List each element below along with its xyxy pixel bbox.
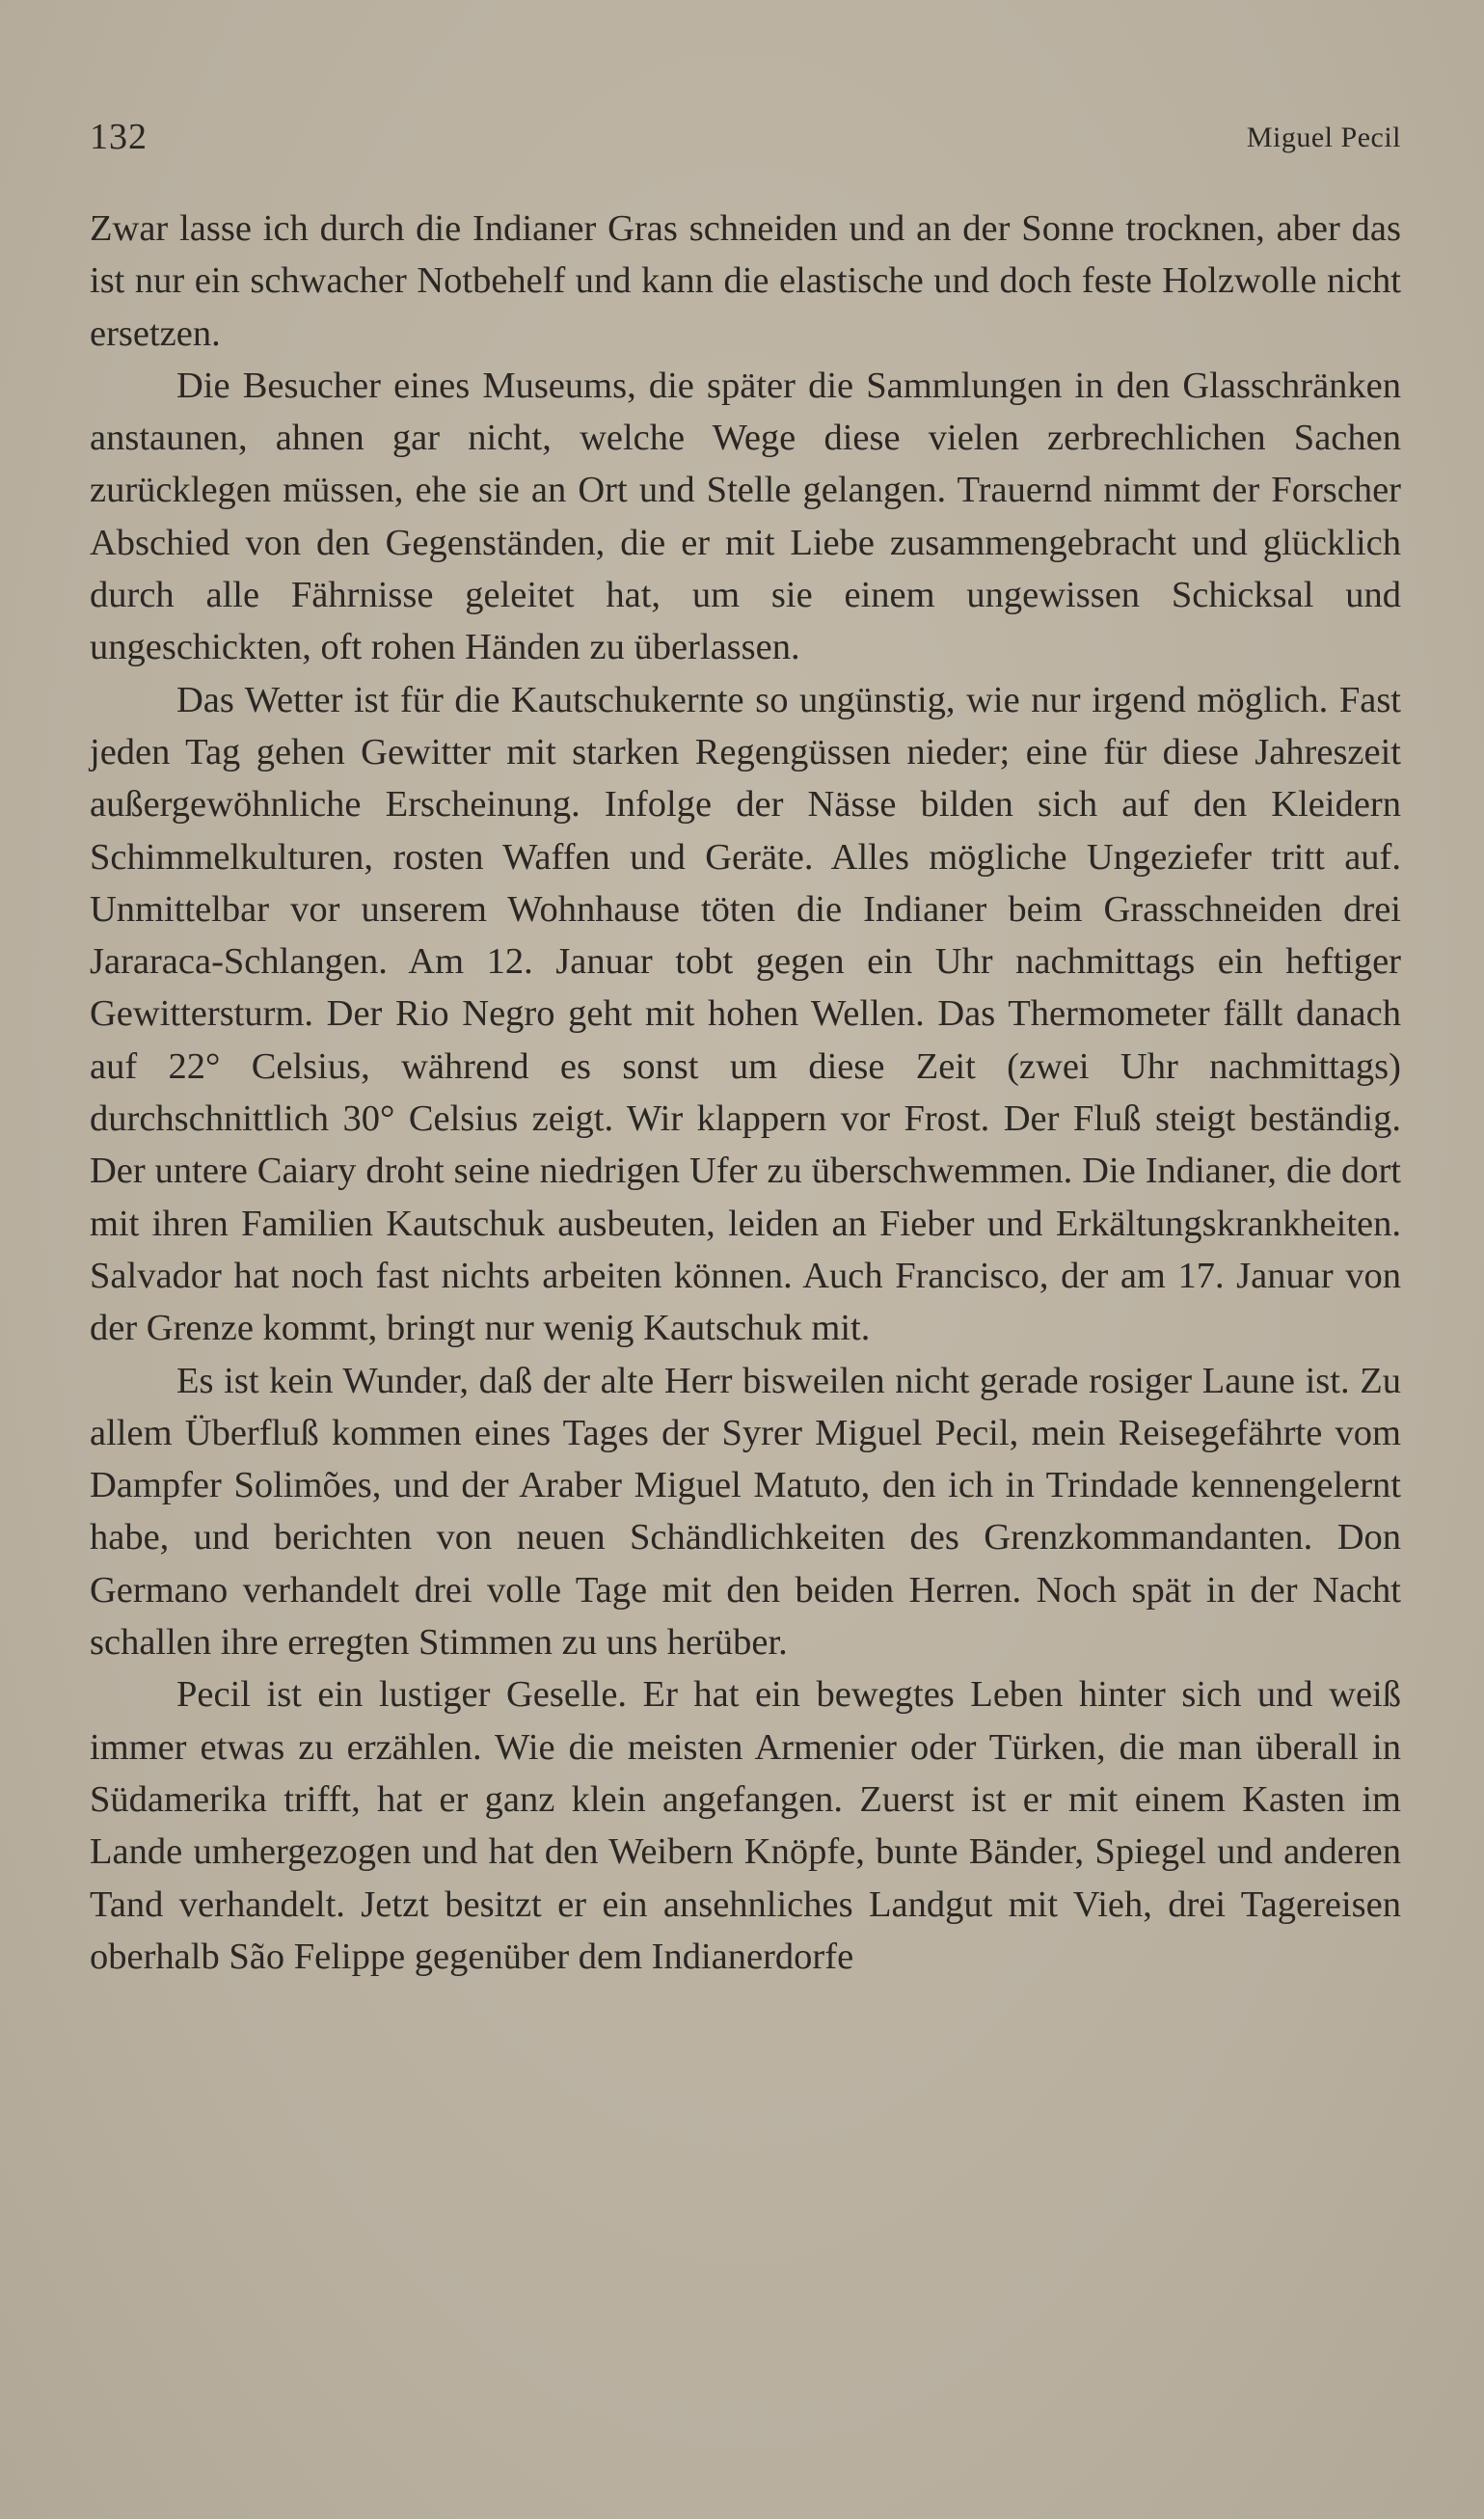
running-head: Miguel Pecil bbox=[1246, 122, 1401, 153]
paragraph-3: Das Wetter ist für die Kautschukernte so ungünstig, wie nur irgend möglich. Fast jeden Tag gehen Gewitter mit starken Regengüssen nieder; eine für diese Jahreszeit außergewöhnliche Erscheinung. Infolge der Nässe bilden sich auf den Kleidern Schimmelkulturen, rosten Waffen und Geräte. Alles mögliche Ungeziefer tritt auf. Unmittelbar vor unserem Wohnhause töten die Indianer beim Grasschneiden drei Jararaca-Schlangen. Am 12. Januar tobt gegen ein Uhr nachmittags ein heftiger Gewittersturm. Der Rio Negro geht mit hohen Wellen. Das Thermometer fällt danach auf 22° Celsius, während es sonst um diese Zeit (zwei Uhr nachmittags) durchschnittlich 30° Celsius zeigt. Wir klappern vor Frost. Der Fluß steigt beständig. Der untere Caiary droht seine niedrigen Ufer zu überschwemmen. Die Indianer, die dort mit ihren Familien Kautschuk ausbeuten, leiden an Fieber und Erkältungskrankheiten. Salvador hat noch fast nichts arbeiten können. Auch Francisco, der am 17. Januar von der Grenze kommt, bringt nur wenig Kautschuk mit. bbox=[90, 679, 1401, 1349]
body-text bbox=[90, 203, 1401, 1983]
paragraph-5: Pecil ist ein lustiger Geselle. Er hat ein bewegtes Leben hinter sich und weiß immer etwas zu erzählen. Wie die meisten Armenier oder Türken, die man überall in Südamerika trifft, hat er ganz klein angefangen. Zuerst ist er mit einem Kasten im Lande umhergezogen und hat den Weibern Knöpfe, bunte Bänder, Spiegel und anderen Tand verhandelt. Jetzt besitzt er ein ansehnliches Landgut mit Vieh, drei Tagereisen oberhalb São Felippe gegenüber dem Indianerdorfe bbox=[90, 1674, 1401, 1977]
paragraph-1: Zwar lasse ich durch die Indianer Gras schneiden und an der Sonne trocknen, aber das ist nur ein schwacher Notbehelf und kann die elastische und doch feste Holzwolle nicht ersetzen. bbox=[90, 208, 1401, 354]
paragraph-4: Es ist kein Wunder, daß der alte Herr bisweilen nicht gerade rosiger Laune ist. Zu allem Überfluß kommen eines Tages der Syrer Miguel Pecil, mein Reisegefährte vom Dampfer Solimões, und der Araber Miguel Matuto, den ich in Trindade kennengelernt habe, und berichten von neuen Schändlichkeiten des Grenzkommandanten. Don Germano verhandelt drei volle Tage mit den beiden Herren. Noch spät in der Nacht schallen ihre erregten Stimmen zu uns herüber. bbox=[90, 1360, 1401, 1664]
page-number: 132 bbox=[90, 117, 148, 157]
page-header bbox=[90, 116, 1401, 174]
paragraph-2: Die Besucher eines Museums, die später die Sammlungen in den Glasschränken anstaunen, ahnen gar nicht, welche Wege diese vielen zerbrechlichen Sachen zurücklegen müssen, ehe sie an Ort und Stelle gelangen. Trauernd nimmt der Forscher Abschied von den Gegenständen, die er mit Liebe zusammengebracht und glücklich durch alle Fährnisse geleitet hat, um sie einem ungewissen Schicksal und ungeschickten, oft rohen Händen zu überlassen. bbox=[90, 365, 1401, 668]
